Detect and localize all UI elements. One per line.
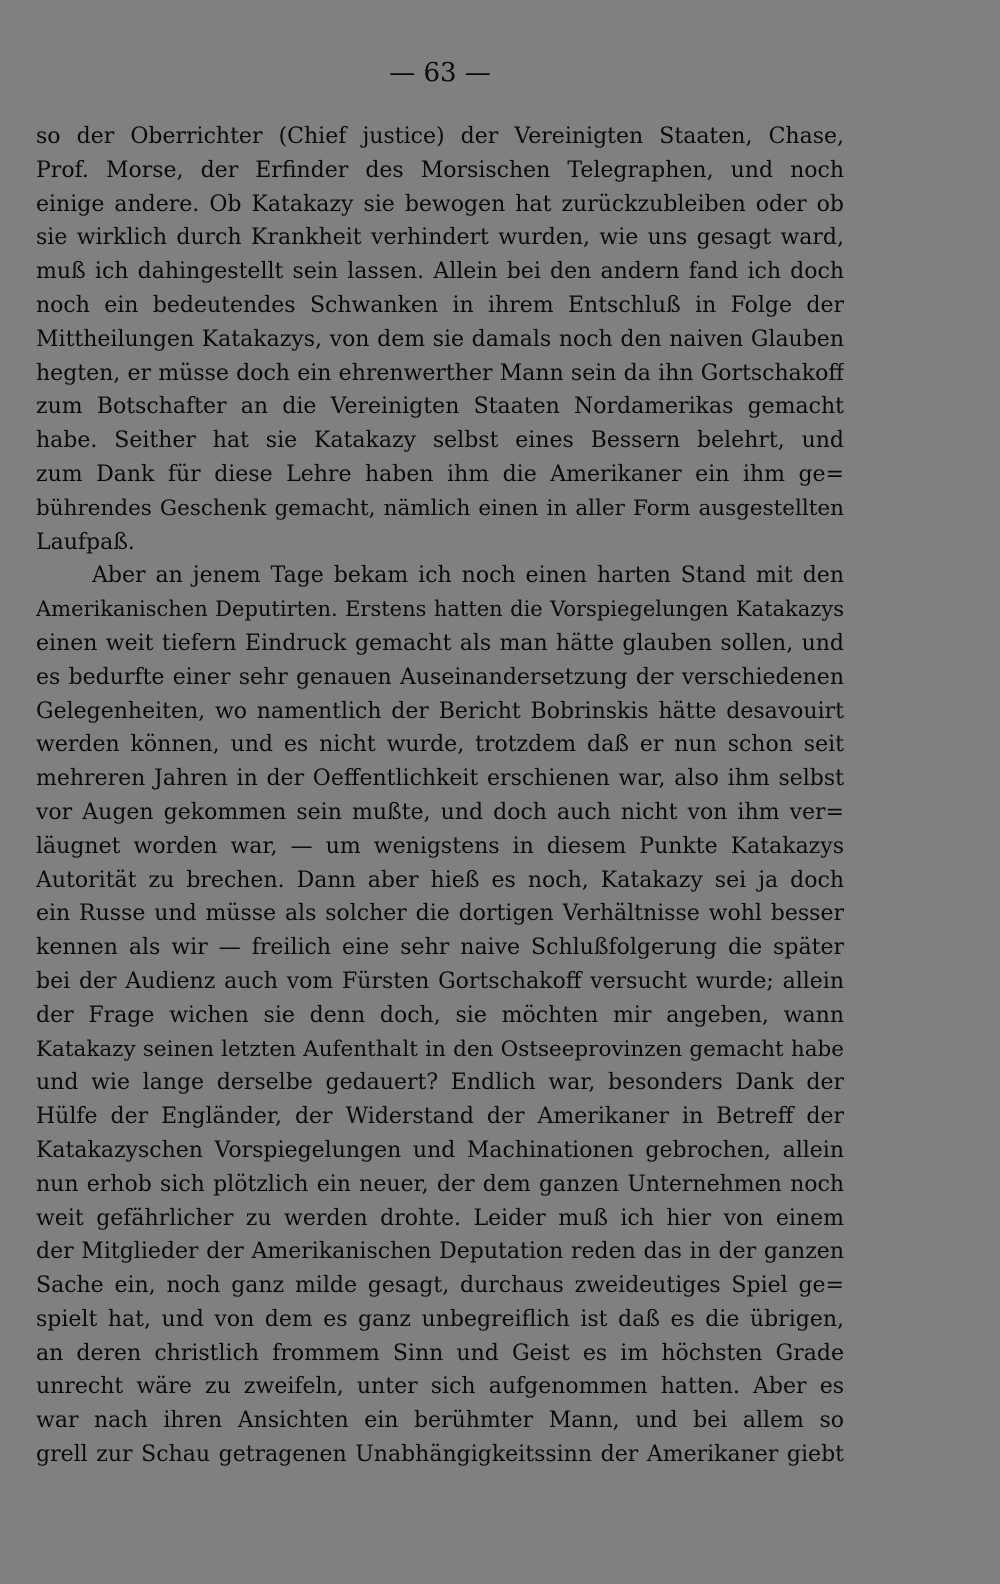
text-line: grell zur Schau getragenen Unabhängigkeitssinn der Amerikaner giebt: [36, 1442, 844, 1468]
text-line: Aber an jenem Tage bekam ich noch einen harten Stand mit den: [92, 563, 844, 589]
text-line: ein Russe und müsse als solcher die dortigen Verhältnisse wohl besser: [36, 901, 844, 927]
text-line: Amerikanischen Deputirten. Erstens hatten die Vorspiegelungen Katakazys: [36, 597, 844, 622]
text-line: Gelegenheiten, wo namentlich der Bericht Bobrinskis hätte desavouirt: [36, 698, 844, 724]
text-line: vor Augen gekommen sein mußte, und doch auch nicht von ihm ver=: [36, 799, 844, 825]
text-line: muß ich dahingestellt sein lassen. Allein bei den andern fand ich doch: [36, 259, 844, 285]
text-line: zum Botschafter an die Vereinigten Staaten Nordamerikas gemacht: [36, 394, 844, 420]
text-line: Laufpaß.: [36, 529, 135, 555]
text-line: der Mitglieder der Amerikanischen Deputation reden das in der ganzen: [36, 1239, 844, 1265]
text-line: Hülfe der Engländer, der Widerstand der Amerikaner in Betreff der: [36, 1104, 844, 1130]
text-line: Sache ein, noch ganz milde gesagt, durchaus zweideutiges Spiel ge=: [36, 1273, 844, 1299]
text-line: und wie lange derselbe gedauert? Endlich war, besonders Dank der: [36, 1070, 844, 1096]
text-line: Autorität zu brechen. Dann aber hieß es noch, Katakazy sei ja doch: [36, 867, 844, 893]
text-line: habe. Seither hat sie Katakazy selbst eines Bessern belehrt, und: [36, 428, 844, 454]
text-line: noch ein bedeutendes Schwanken in ihrem Entschluß in Folge der: [36, 292, 844, 318]
text-line: unrecht wäre zu zweifeln, unter sich aufgenommen hatten. Aber es: [36, 1374, 844, 1400]
text-line: nun erhob sich plötzlich ein neuer, der dem ganzen Unternehmen noch: [36, 1171, 844, 1197]
text-line: hegten, er müsse doch ein ehrenwerther Mann sein da ihn Gortschakoff: [36, 360, 844, 386]
text-line: es bedurfte einer sehr genauen Auseinandersetzung der verschiedenen: [36, 664, 844, 690]
text-line: spielt hat, und von dem es ganz unbegreiflich ist daß es die übrigen,: [36, 1306, 844, 1332]
body-text: [36, 120, 844, 1472]
text-line: läugnet worden war, — um wenigstens in diesem Punkte Katakazys: [36, 833, 844, 859]
text-line: Prof. Morse, der Erfinder des Morsischen Telegraphen, und noch: [36, 157, 844, 183]
page-number: — 63 —: [389, 58, 491, 88]
text-line: werden können, und es nicht wurde, trotzdem daß er nun schon seit: [36, 732, 844, 758]
text-line: an deren christlich frommem Sinn und Geist es im höchsten Grade: [36, 1340, 844, 1366]
text-line: Katakazy seinen letzten Aufenthalt in den Ostseeprovinzen gemacht habe: [36, 1036, 844, 1062]
text-line: war nach ihren Ansichten ein berühmter Mann, und bei allem so: [36, 1408, 844, 1434]
text-line: bei der Audienz auch vom Fürsten Gortschakoff versucht wurde; allein: [36, 968, 844, 994]
text-line: Mittheilungen Katakazys, von dem sie damals noch den naiven Glauben: [36, 326, 844, 352]
text-line: so der Oberrichter (Chief justice) der Vereinigten Staaten, Chase,: [36, 124, 844, 149]
text-line: sie wirklich durch Krankheit verhindert wurden, wie uns gesagt ward,: [36, 225, 844, 251]
text-line: der Frage wichen sie denn doch, sie möchten mir angeben, wann: [36, 1002, 844, 1028]
text-line: einen weit tiefern Eindruck gemacht als man hätte glauben sollen, und: [36, 630, 844, 656]
text-line: weit gefährlicher zu werden drohte. Leider muß ich hier von einem: [36, 1205, 844, 1231]
text-line: einige andere. Ob Katakazy sie bewogen hat zurückzubleiben oder ob: [36, 191, 844, 217]
text-line: bührendes Geschenk gemacht, nämlich einen in aller Form ausgestellten: [36, 495, 844, 521]
text-line: zum Dank für diese Lehre haben ihm die Amerikaner ein ihm ge=: [36, 461, 844, 487]
text-line: mehreren Jahren in der Oeffentlichkeit erschienen war, also ihm selbst: [36, 766, 844, 792]
text-line: Katakazyschen Vorspiegelungen und Machinationen gebrochen, allein: [36, 1137, 844, 1163]
text-line: kennen als wir — freilich eine sehr naive Schlußfolgerung die später: [36, 935, 844, 961]
